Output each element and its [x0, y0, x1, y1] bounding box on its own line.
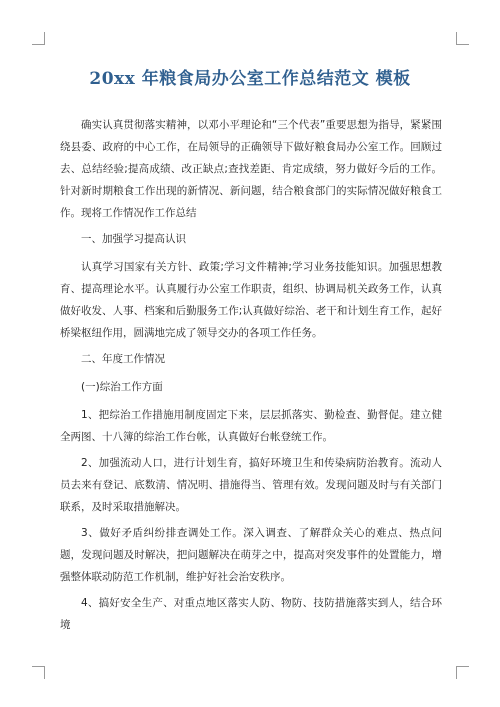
section-heading-study: 一、加强学习提高认识 [81, 233, 186, 245]
subsection-heading-comprehensive: (一)综治工作方面 [81, 381, 163, 393]
item-paragraph-2: 2、加强流动人口，进行计划生育，搞好环境卫生和传染病防治教育。流动人员去来有登记、底数清、情况明、措施得当、管理有效。发现问题及时与有关部门联系，及时采取措施解决。 [60, 457, 442, 513]
study-paragraph: 认真学习国家有关方针、政策;学习文件精神;学习业务技能知识。加强思想教育、提高理论水平。认真履行办公室工作职责，组织、协调局机关政务工作，认真做好收发、人事、档案和后勤服务工作;认真做好综治、老干和计划生育工作，起好桥梁枢纽作用，圆满地完成了领导交办的各项工作任务。 [60, 261, 442, 339]
intro-paragraph: 确实认真贯彻落实精神，以邓小平理论和“三个代表”重要思想为指导，紧紧围绕县委、政府的中心工作，在局领导的正确领导下做好粮食局办公室工作。回顾过去、总结经验;提高成绩、改正缺点;查找差距、肯定成绩，努力做好今后的工作。针对新时期粮食工作出现的新情况、新问题，结合粮食部门的实际情况做好粮食工作。现将工作情况作工作总结 [60, 119, 442, 219]
item-paragraph-1: 1、把综治工作措施用制度固定下来，层层抓落实、勤检查、勤督促。建立健全两图、十八簿的综治工作台帐，认真做好台帐登统工作。 [60, 409, 442, 443]
section-heading-annual-work: 二、年度工作情况 [81, 353, 165, 365]
item-paragraph-3: 3、做好矛盾纠纷排查调处工作。深入调查、了解群众关心的难点、热点问题，发现问题及时解决，把问题解决在萌芽之中，提高对突发事件的处置能力，增强整体联动防范工作机制，维护好社会治安秩序。 [60, 527, 442, 583]
document-body [60, 114, 442, 640]
item-paragraph-4: 4、搞好安全生产、对重点地区落实人防、物防、技防措施落实到人，结合环境 [60, 597, 442, 631]
crop-mark-top-left [32, 32, 45, 45]
crop-mark-top-right [456, 32, 469, 45]
crop-mark-bottom-left [32, 666, 45, 679]
crop-mark-bottom-right [456, 666, 469, 679]
document-title: 20xx 年粮食局办公室工作总结范文 模板 [89, 69, 411, 89]
